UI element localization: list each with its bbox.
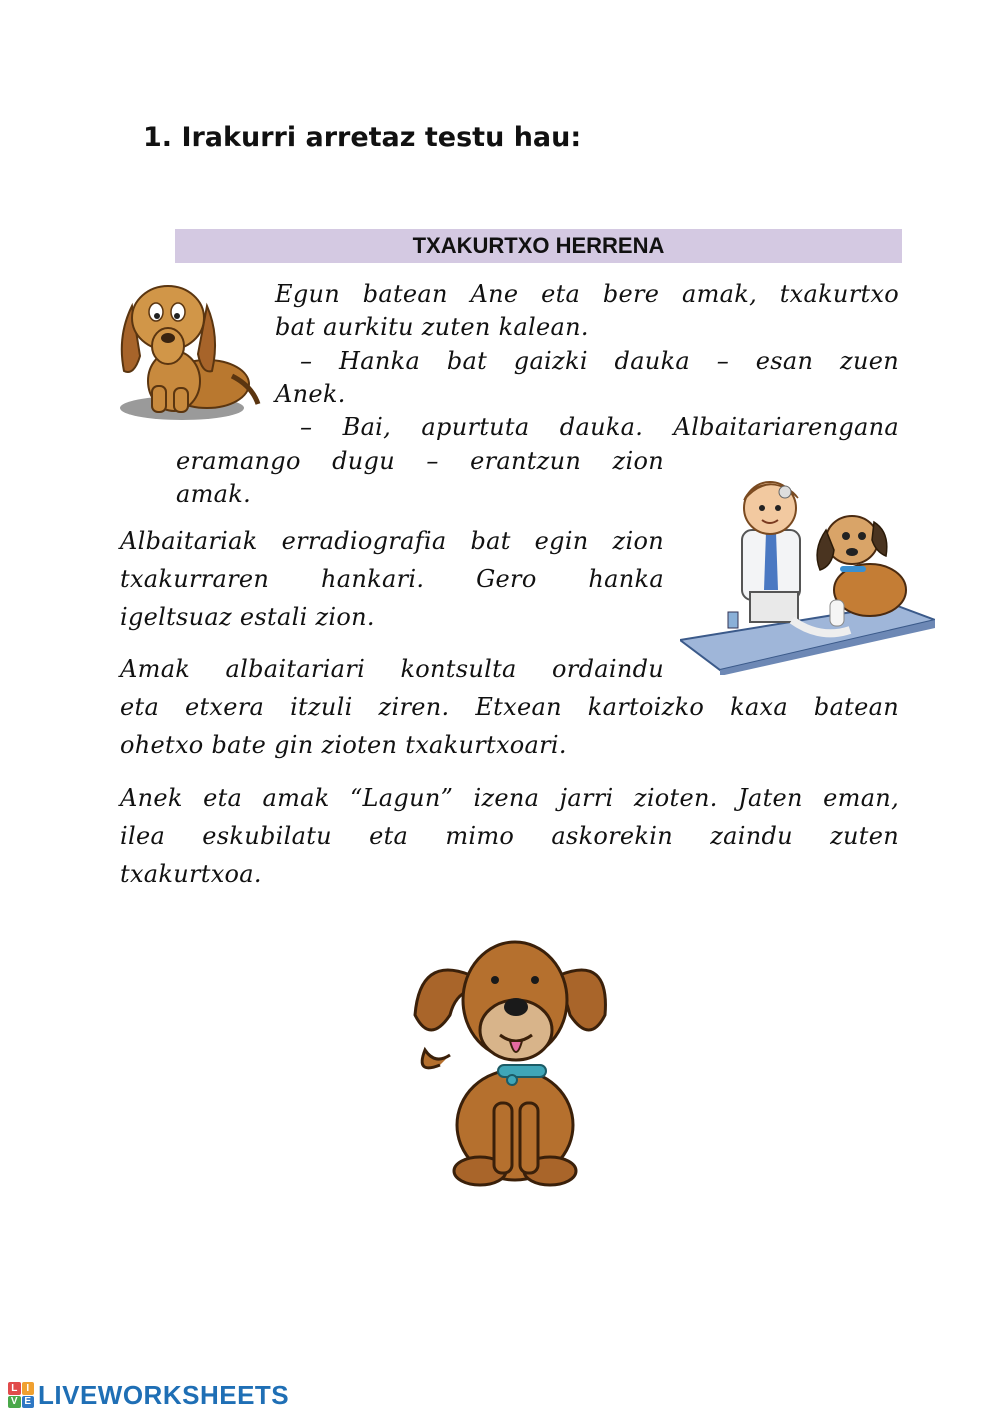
exercise-heading: 1. Irakurri arretaz testu hau: xyxy=(143,122,582,153)
vet-with-dog-illustration xyxy=(680,470,935,675)
story-line: eramango dugu – erantzun zion xyxy=(176,447,664,475)
story-title: TXAKURTXO HERRENA xyxy=(412,233,665,258)
story-line: ohetxo bate gin zioten txakurtxoari. xyxy=(120,731,567,759)
story-line: Egun batean Ane eta bere amak, txakurtxo xyxy=(275,280,899,308)
sad-dog-illustration xyxy=(112,276,262,426)
story-line: igeltsuaz estali zion. xyxy=(120,603,375,631)
logo-letter: E xyxy=(22,1396,35,1409)
story-line: Amak albaitariari kontsulta ordaindu xyxy=(120,655,664,683)
story-line: eta etxera itzuli ziren. Etxean kartoizko kaxa batean xyxy=(120,693,899,721)
story-line: – Bai, apurtuta dauka. Albaitariarengana xyxy=(300,413,899,441)
liveworksheets-logo-icon xyxy=(8,1382,34,1408)
story-line: ilea eskubilatu eta mimo askorekin zaindu zuten xyxy=(120,822,899,850)
happy-dog-illustration xyxy=(410,935,610,1190)
logo-letter: I xyxy=(22,1382,35,1395)
story-line: amak. xyxy=(176,480,252,508)
story-line: bat aurkitu zuten kalean. xyxy=(275,313,589,341)
story-line: Anek eta amak “Lagun” izena jarri zioten. Jaten eman, xyxy=(120,784,899,812)
story-line: txakurraren hankari. Gero hanka xyxy=(120,565,664,593)
logo-letter: V xyxy=(8,1396,21,1409)
story-line: txakurtxoa. xyxy=(120,860,262,888)
brand-name: LIVEWORKSHEETS xyxy=(38,1379,290,1410)
story-title-bar xyxy=(175,229,902,263)
liveworksheets-brand[interactable] xyxy=(8,1381,289,1409)
logo-letter: L xyxy=(8,1382,21,1395)
story-line: – Hanka bat gaizki dauka – esan zuen xyxy=(300,347,899,375)
story-line: Anek. xyxy=(275,380,346,408)
story-line: Albaitariak erradiografia bat egin zion xyxy=(120,527,664,555)
